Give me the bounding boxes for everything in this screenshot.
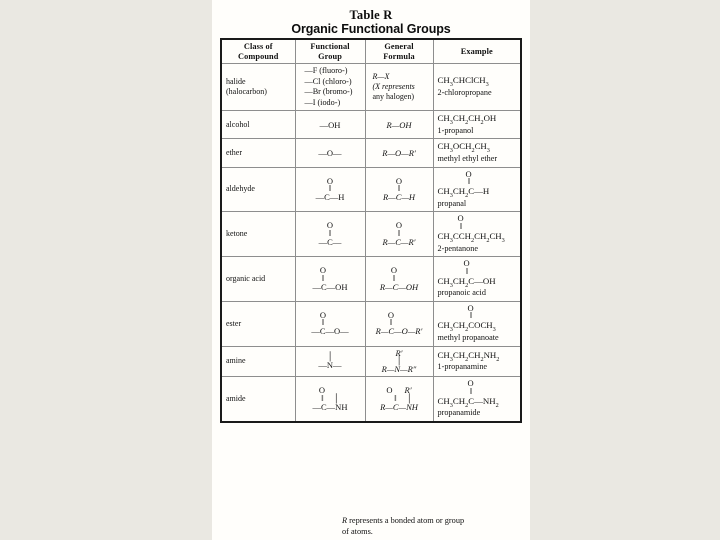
organic-acid-fg-structure <box>313 266 348 292</box>
organic-acid-gf-base-text: R—C—OH <box>379 281 419 292</box>
organic-acid-example-carbonyl <box>464 259 470 275</box>
organic-functional-groups-table <box>220 38 522 423</box>
table-row-amine <box>221 346 521 377</box>
footnote-line1: R represents a bonded atom or group <box>342 516 465 525</box>
organic-acid-gf-oxygen: O <box>390 265 398 276</box>
alcohol-example-name: 1-propanol <box>437 125 474 135</box>
amide-gf-base <box>380 402 418 412</box>
ketone-example-name: 2-pentanone <box>437 243 478 253</box>
organic-acid-example-name: propanoic acid <box>437 288 486 298</box>
alcohol-gf: R—OH <box>386 119 412 130</box>
halide-gf-formula: R—X <box>372 72 390 81</box>
cell-gf-halide <box>365 64 433 111</box>
cell-fg-halide <box>295 64 365 111</box>
cell-fg-aldehyde <box>295 167 365 212</box>
amide-fg-base: —C—NH <box>312 401 348 412</box>
aldehyde-gf-oxygen: O <box>395 175 403 186</box>
amide-ex-double-bond: ‖ <box>469 385 472 396</box>
aldehyde-fg-double-bond: ‖ <box>329 183 331 194</box>
table-row-organic-acid <box>221 257 521 302</box>
ester-fg-base: —C—O— <box>311 326 349 337</box>
amine-gf-single-bond: │ <box>395 355 403 365</box>
amine-gf-base-text: R—N—R″ <box>381 364 417 374</box>
cell-class-ether: ether <box>221 139 295 167</box>
header-gf-line2: Formula <box>383 51 415 61</box>
halide-class-line2: (halocarbon) <box>226 87 267 96</box>
amine-gf-structure <box>382 349 417 375</box>
ketone-fg-base: —C— <box>318 236 342 247</box>
halide-bromo: —Br (bromo-) <box>304 87 353 96</box>
aldehyde-gf-base-text: R—C—H <box>382 192 416 203</box>
amide-fg-oxygen: O <box>318 385 326 396</box>
footnote <box>342 515 520 537</box>
cell-example-halide <box>433 64 521 111</box>
ester-gf-double-bond: ‖ <box>390 317 392 328</box>
ketone-example-carbonyl <box>458 214 464 230</box>
amide-gf-r-prime: R′ <box>404 385 412 396</box>
table-subtitle: Organic Functional Groups <box>291 22 451 36</box>
title-block <box>212 0 530 37</box>
organic-acid-ex-oxygen: O <box>463 258 470 268</box>
amine-fg-structure <box>318 350 342 370</box>
table-card <box>212 0 530 540</box>
cell-class-organic-acid: organic acid <box>221 257 295 302</box>
amine-gf-r-prime-text: R′ <box>395 347 403 358</box>
table-title: Table R <box>349 8 393 22</box>
organic-acid-example-formula: $CH_3CH_2C—OH$ <box>437 275 496 289</box>
header-class-line1: Class of <box>243 42 273 51</box>
halide-class-line1: halide <box>226 77 246 86</box>
amide-gf-base-text: R—C—NH <box>380 401 418 412</box>
table-header-row <box>221 39 521 64</box>
amine-example-formula: $CH_3CH_2CH_2NH_2$ <box>437 349 500 363</box>
cell-example-ether <box>433 139 521 167</box>
header-general-formula <box>365 39 433 64</box>
footnote-line2: of atoms. <box>342 527 373 536</box>
halide-substituent-list <box>300 66 361 108</box>
amide-example-formula: $CH_3CH_2C—NH_2$ <box>437 395 499 409</box>
table-row-ester <box>221 301 521 346</box>
ketone-example-formula: $CH_3CCH_2CH_2CH_3$ <box>437 230 505 244</box>
ester-example-formula: $CH_3CH_2COCH_3$ <box>437 320 496 333</box>
cell-class-halide <box>221 64 295 111</box>
cell-class-aldehyde: aldehyde <box>221 167 295 212</box>
cell-example-aldehyde <box>433 167 521 212</box>
cell-fg-ketone <box>295 212 365 257</box>
aldehyde-example-carbonyl <box>466 170 472 186</box>
cell-gf-amide <box>365 377 433 422</box>
ketone-fg-double-bond: ‖ <box>329 227 331 238</box>
ether-gf: R—O—R′ <box>382 147 416 158</box>
ether-example-formula: $CH_3OCH_2CH_3$ <box>437 141 490 154</box>
cell-class-alcohol: alcohol <box>221 111 295 139</box>
aldehyde-ex-oxygen: O <box>465 168 472 179</box>
organic-acid-gf-base <box>380 282 418 292</box>
cell-class-amide: amide <box>221 377 295 422</box>
organic-acid-ex-double-bond: ‖ <box>465 265 468 276</box>
halide-example-formula: $CH_3CHClCH_3$ <box>437 75 489 89</box>
cell-gf-ether <box>365 139 433 167</box>
ester-gf-base-text: R—C—O—R′ <box>375 326 423 337</box>
ester-fg-oxygen: O <box>319 309 327 320</box>
amide-fg-top-row <box>313 386 348 395</box>
halide-iodo: —I (iodo-) <box>304 97 341 107</box>
header-class-of-compound <box>221 39 295 64</box>
table-row-amide <box>221 377 521 422</box>
aldehyde-example-formula: $CH_3CH_2C—H$ <box>437 186 490 199</box>
table-row-alcohol <box>221 111 521 139</box>
cell-example-ester <box>433 301 521 346</box>
cell-fg-ester <box>295 301 365 346</box>
header-example: Example <box>433 39 521 64</box>
halide-example-name: 2-chloropropane <box>437 88 492 98</box>
ester-example-carbonyl <box>468 304 474 320</box>
cell-gf-aldehyde <box>365 167 433 212</box>
organic-acid-fg-double-bond: ‖ <box>322 272 324 283</box>
ketone-gf-oxygen: O <box>395 220 403 231</box>
header-gf-line1: General <box>384 42 414 51</box>
halide-gf-block <box>370 72 429 102</box>
ester-ex-oxygen: O <box>467 302 474 313</box>
cell-gf-ketone <box>365 212 433 257</box>
ester-gf-structure <box>376 311 423 337</box>
ester-gf-oxygen: O <box>387 309 395 320</box>
header-fg-line2: Group <box>318 51 342 61</box>
organic-acid-fg-oxygen: O <box>319 265 327 276</box>
amide-example-carbonyl <box>468 379 474 395</box>
aldehyde-example-name: propanal <box>437 198 467 208</box>
ether-example-name: methyl ethyl ether <box>437 154 498 163</box>
alcohol-example-formula: $CH_3CH_2CH_2OH$ <box>437 113 497 126</box>
ketone-fg-structure <box>319 221 342 247</box>
cell-gf-alcohol <box>365 111 433 139</box>
amide-gf-bond-row <box>380 392 418 403</box>
ketone-gf-double-bond: ‖ <box>398 227 400 238</box>
amine-example-name: 1-propanamine <box>437 362 488 372</box>
cell-example-organic-acid <box>433 257 521 302</box>
ester-fg-structure <box>311 311 348 337</box>
cell-fg-alcohol: —OH <box>295 111 365 139</box>
amide-gf-oxygen: O <box>386 385 393 396</box>
amide-gf-single-bond: │ <box>406 392 412 403</box>
table-row-ether <box>221 139 521 167</box>
aldehyde-ex-double-bond: ‖ <box>467 176 470 186</box>
cell-class-amine: amine <box>221 346 295 377</box>
aldehyde-gf-double-bond: ‖ <box>398 183 400 194</box>
cell-gf-ester <box>365 301 433 346</box>
ester-example-name: methyl propanoate <box>437 333 499 342</box>
amide-gf-double-bond: ‖ <box>394 392 397 403</box>
cell-gf-organic-acid <box>365 257 433 302</box>
halide-gf-note1: (X represents <box>372 82 415 91</box>
ketone-fg-oxygen: O <box>326 220 334 231</box>
ester-gf-base <box>376 326 423 336</box>
amide-gf-structure <box>380 386 418 412</box>
ketone-ex-double-bond: ‖ <box>459 220 462 231</box>
ester-ex-double-bond: ‖ <box>469 310 472 321</box>
aldehyde-fg-oxygen: O <box>326 175 334 186</box>
cell-class-ester: ester <box>221 301 295 346</box>
footnote-line1-text: represents a bonded atom or group <box>349 516 465 525</box>
aldehyde-gf-base <box>383 192 415 202</box>
aldehyde-fg-structure <box>316 177 345 203</box>
organic-acid-gf-structure <box>380 266 418 292</box>
cell-gf-amine <box>365 346 433 377</box>
cell-example-ketone <box>433 212 521 257</box>
halide-chloro: —Cl (chloro-) <box>304 76 352 86</box>
cell-example-alcohol <box>433 111 521 139</box>
aldehyde-gf-structure <box>383 177 415 203</box>
header-class-line2: Compound <box>238 51 279 61</box>
cell-fg-organic-acid <box>295 257 365 302</box>
amine-gf-base <box>382 364 417 374</box>
cell-class-ketone: ketone <box>221 212 295 257</box>
cell-example-amide <box>433 377 521 422</box>
amide-ex-oxygen: O <box>467 378 474 388</box>
amide-fg-structure <box>313 386 348 412</box>
amide-gf-top-row <box>380 386 418 395</box>
cell-fg-amide <box>295 377 365 422</box>
amide-fg-bond-row <box>313 392 348 403</box>
cell-fg-ether: —O— <box>295 139 365 167</box>
halide-fluoro: —F (fluoro-) <box>304 66 348 75</box>
aldehyde-fg-base: —C—H <box>315 192 345 203</box>
amide-example-name: propanamide <box>437 408 481 418</box>
ketone-gf-base-text: R—C—R′ <box>382 236 416 247</box>
amide-fg-double-bond: ‖ <box>321 392 324 403</box>
table-row-aldehyde <box>221 167 521 212</box>
header-functional-group <box>295 39 365 64</box>
amine-fg-base: —N— <box>318 359 342 370</box>
header-fg-line1: Functional <box>310 42 350 51</box>
amine-fg-single-bond: │ <box>326 350 333 361</box>
ketone-gf-structure <box>382 221 415 247</box>
table-row-ketone <box>221 212 521 257</box>
cell-fg-amine <box>295 346 365 377</box>
ketone-ex-oxygen: O <box>457 213 464 224</box>
cell-example-amine <box>433 346 521 377</box>
ester-fg-double-bond: ‖ <box>322 317 324 328</box>
halide-gf-note2: any halogen) <box>372 92 415 101</box>
amide-fg-single-bond: │ <box>333 392 339 403</box>
table-row-halide <box>221 64 521 111</box>
organic-acid-fg-base: —C—OH <box>312 281 348 292</box>
organic-acid-gf-double-bond: ‖ <box>393 272 395 283</box>
ketone-gf-base <box>382 237 415 247</box>
